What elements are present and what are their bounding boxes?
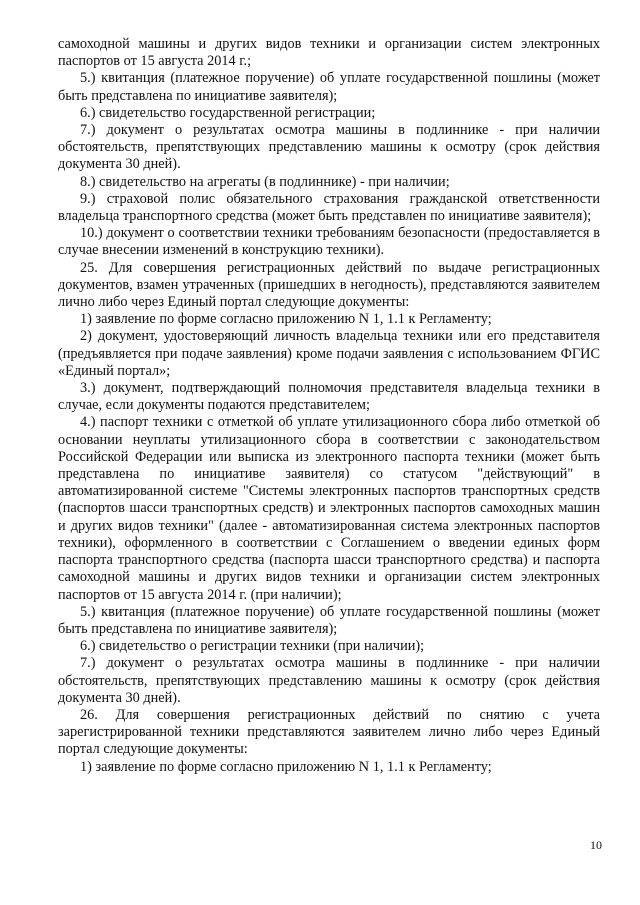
paragraph: 7.) документ о результатах осмотра машины в подлиннике - при наличии обстоятельств, препятствующих представлению машины к осмотру (срок действия документа 30 дней). (58, 655, 600, 706)
paragraph: 25. Для совершения регистрационных действий по выдаче регистрационных документов, взамен утраченных (пришедших в негодность), представляются заявителем лично либо через Единый портал следующие документы: (58, 259, 600, 311)
paragraph: 1) заявление по форме согласно приложению N 1, 1.1 к Регламенту; (80, 758, 492, 775)
paragraph: 5.) квитанция (платежное поручение) об уплате государственной пошлины (может быть представлена по инициативе заявителя); (58, 603, 600, 637)
paragraph: 8.) свидетельство на агрегаты (в подлиннике) - при наличии; (80, 173, 450, 190)
paragraph: 10.) документ о соответствии техники требованиям безопасности (предоставляется в случае внесении изменений в конструкцию техники). (58, 225, 600, 259)
paragraph: 4.) паспорт техники с отметкой об уплате утилизационного сбора либо отметкой об основании неуплаты утилизационного сбора в соответствии с законодательством Российской Федерации или выписка из электронного паспорта техники (может быть представлена по инициативе заявителя) со статусом "действующий" в автоматизированной системе "Системы электронных паспортов транспортных средств (паспортов шасси транспортных средств) и электронных паспортов самоходных машин и других видов техники" (далее - автоматизированная система электронных паспортов техники), оформленного в соответствии с Соглашением о введении единых форм паспорта транспортного средства (паспорта шасси транспортного средства) и паспорта самоходной машины и других видов техники и организации систем электронных паспортов от 15 августа 2014 г. (при наличии); (58, 414, 600, 603)
paragraph: 1) заявление по форме согласно приложению N 1, 1.1 к Регламенту; (80, 311, 492, 328)
paragraph: 7.) документ о результатах осмотра машины в подлиннике - при наличии обстоятельств, препятствующих представлению машины к осмотру (срок действия документа 30 дней). (58, 122, 600, 173)
paragraph: 6.) свидетельство о регистрации техники (при наличии); (80, 638, 425, 655)
paragraph: самоходной машины и других видов техники и организации систем электронных паспортов от 15 августа 2014 г.; (58, 36, 600, 70)
paragraph: 6.) свидетельство государственной регистрации; (80, 104, 376, 121)
paragraph: 26. Для совершения регистрационных действий по снятию с учета зарегистрированной техники представляются заявителем лично либо через Единый портал следующие документы: (58, 706, 600, 758)
paragraph: 5.) квитанция (платежное поручение) об уплате государственной пошлины (может быть представлена по инициативе заявителя); (58, 70, 600, 104)
document-body (58, 36, 600, 776)
paragraph: 2) документ, удостоверяющий личность владельца техники или его представителя (предъявляется при подаче заявления) кроме подачи заявления с использованием ФГИС «Единый портал»; (58, 328, 600, 379)
page-number: 10 (590, 838, 602, 852)
paragraph: 3.) документ, подтверждающий полномочия представителя владельца техники в случае, если документы подаются представителем; (58, 380, 600, 414)
paragraph: 9.) страховой полис обязательного страхования гражданской ответственности владельца транспортного средства (может быть представлен по инициативе заявителя); (58, 190, 600, 225)
